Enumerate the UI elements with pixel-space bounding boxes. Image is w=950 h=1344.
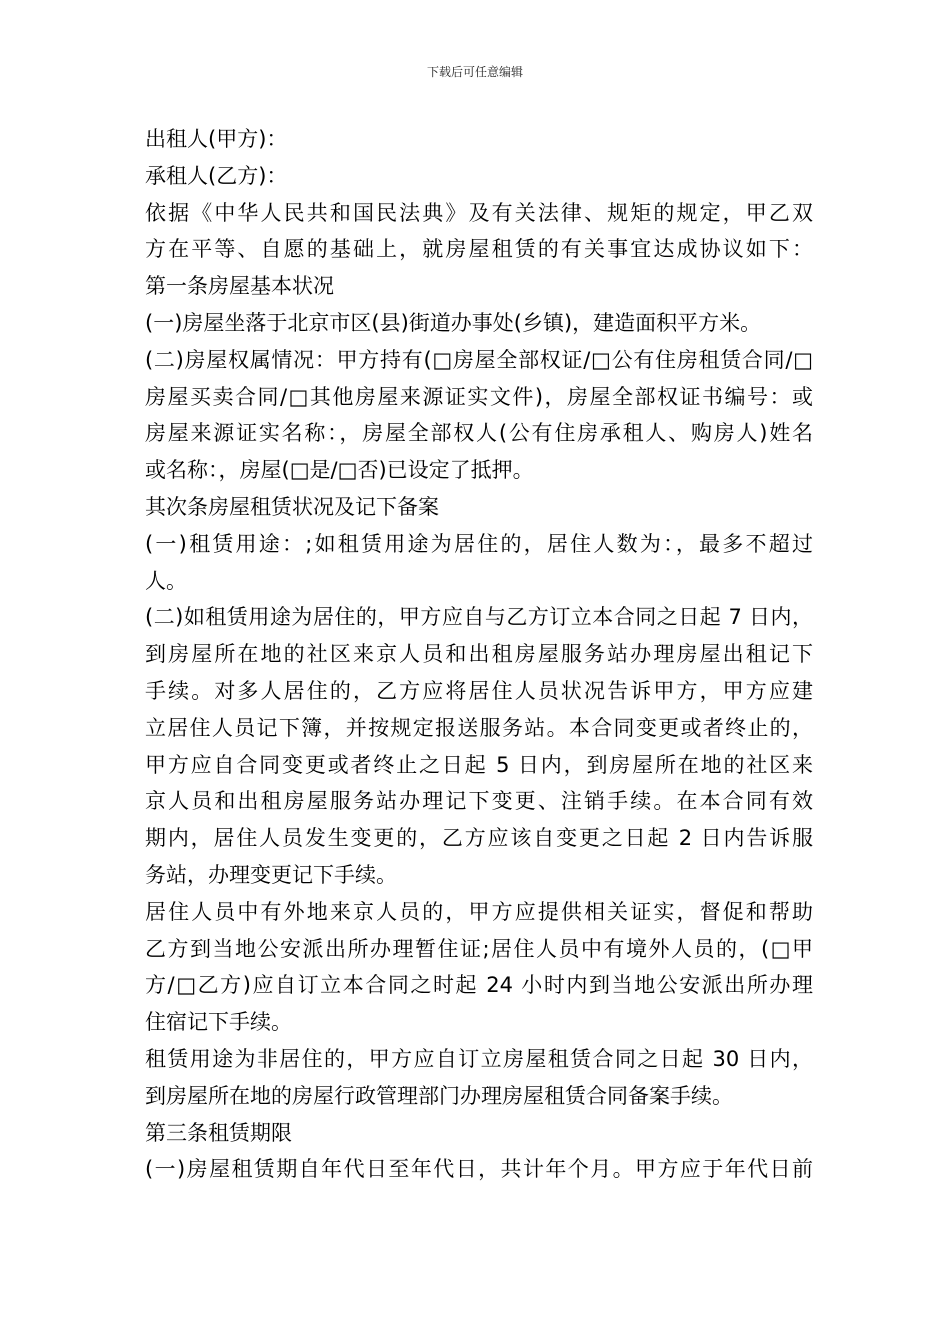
document-line: 或名称：，房屋(□是/□否)已设定了抵押。 [145,458,534,483]
document-line: 承租人(乙方)： [145,163,288,188]
document-line: 居住人员中有外地来京人员的，甲方应提供相关证实，督促和帮助 [145,899,813,924]
document-line: 其次条房屋租赁状况及记下备案 [145,494,439,519]
document-line: 人。 [145,568,187,593]
document-line: (一)租赁用途：;如租赁用途为居住的，居住人数为：，最多不超过 [145,531,813,556]
document-line: 第三条租赁期限 [145,1120,292,1145]
document-line: 方/□乙方)应自订立本合同之时起 24 小时内到当地公安派出所办理 [145,973,813,998]
document-line: 房屋来源证实名称：，房屋全部权人(公有住房承租人、购房人)姓名 [145,421,813,446]
document-line: 乙方到当地公安派出所办理暂住证;居住人员中有境外人员的，(□甲 [145,936,813,961]
document-line: 出租人(甲方)： [145,127,288,151]
document-line: 住宿记下手续。 [145,1010,292,1035]
page-header-note: 下载后可任意编辑 [426,65,523,79]
document-line: 依据《中华人民共和国民法典》及有关法律、规矩的规定，甲乙双 [145,200,813,225]
document-line: 方在平等、自愿的基础上，就房屋租赁的有关事宜达成协议如下： [145,237,813,262]
document-line: (二)房屋权属情况：甲方持有(□房屋全部权证/□公有住房租赁合同/□ [145,347,813,372]
document-line: 期内，居住人员发生变更的，乙方应该自变更之日起 2 日内告诉服 [145,826,813,851]
document-line: 手续。对多人居住的，乙方应将居住人员状况告诉甲方，甲方应建 [145,678,813,703]
document-line: 甲方应自合同变更或者终止之日起 5 日内，到房屋所在地的社区来 [145,752,813,777]
document-line: 租赁用途为非居住的，甲方应自订立房屋租赁合同之日起 30 日内， [145,1046,813,1071]
document-line: 务站，办理变更记下手续。 [145,862,397,887]
document-line: 第一条房屋基本状况 [145,274,334,299]
document-line: 立居住人员记下簿，并按规定报送服务站。本合同变更或者终止的， [145,715,813,740]
document-line: 到房屋所在地的社区来京人员和出租房屋服务站办理房屋出租记下 [145,642,813,667]
document-line: (一)房屋租赁期自年代日至年代日，共计年个月。甲方应于年代日前 [145,1157,813,1182]
document-line: (二)如租赁用途为居住的，甲方应自与乙方订立本合同之日起 7 日内， [145,605,813,630]
document-line: 房屋买卖合同/□其他房屋来源证实文件)，房屋全部权证书编号：或 [145,384,813,409]
document-line: 京人员和出租房屋服务站办理记下变更、注销手续。在本合同有效 [145,789,813,814]
document-line: (一)房屋坐落于北京市区(县)街道办事处(乡镇)，建造面积平方米。 [145,310,762,335]
contract-body [145,121,813,1188]
document-line: 到房屋所在地的房屋行政管理部门办理房屋租赁合同备案手续。 [145,1083,733,1108]
